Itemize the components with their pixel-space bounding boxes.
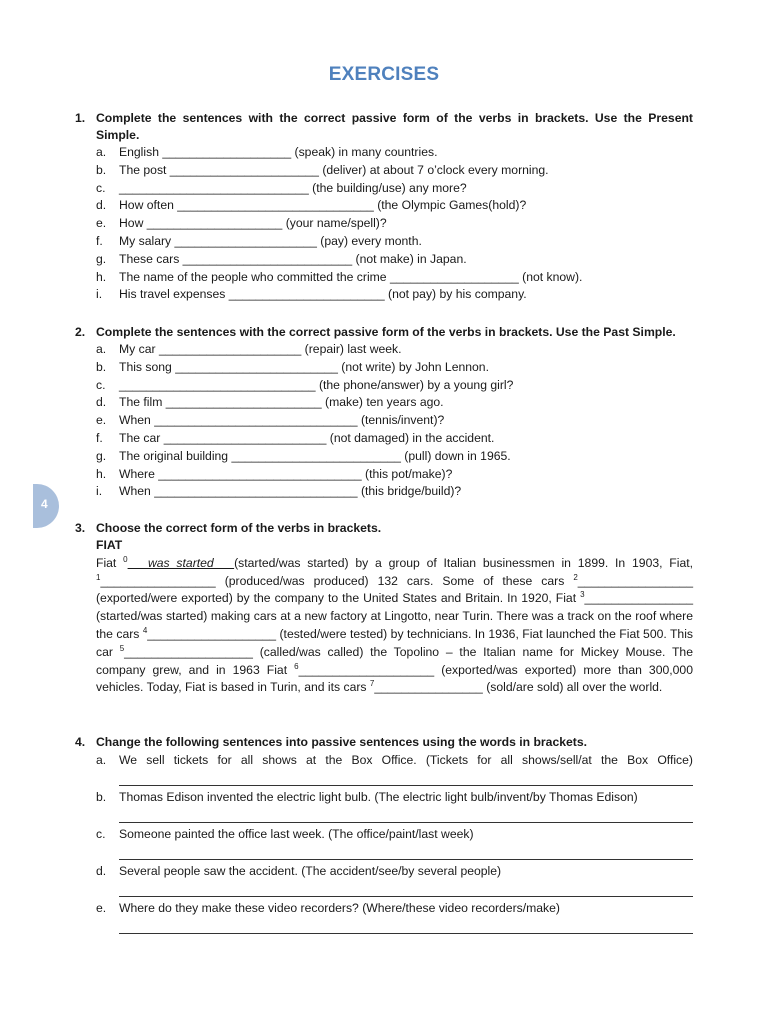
- exercise-2-list: [75, 341, 693, 501]
- sentence: My salary _____________________ (pay) every month.: [119, 233, 422, 248]
- sentence: English ___________________ (speak) in many countries.: [119, 145, 438, 159]
- list-item: g. These cars _________________________ (not make) in Japan.: [75, 251, 693, 269]
- sentence: Someone painted the office last week. (The office/paint/last week): [119, 827, 474, 841]
- list-item: h. Where ______________________________ (this pot/make)?: [75, 466, 693, 484]
- list-item: d. How often _____________________________ (the Olympic Games(hold)?: [75, 197, 693, 215]
- answer-line[interactable]: [119, 843, 693, 860]
- exercise-4-heading: [75, 734, 693, 751]
- exercise-instruction: Choose the correct form of the verbs in brackets.: [96, 521, 382, 535]
- exercise-number: 1.: [75, 111, 86, 125]
- page-number: 4: [41, 497, 48, 511]
- list-item: a. We sell tickets for all shows at the Box Office. (Tickets for all shows/sell/at the Box Office): [75, 751, 693, 786]
- list-item: b. The post ______________________ (deliver) at about 7 o’clock every morning.: [75, 162, 693, 180]
- exercise-number: 4.: [75, 735, 86, 749]
- list-item: c. ____________________________ (the building/use) any more?: [75, 180, 693, 198]
- example-answer: was started: [127, 555, 235, 570]
- sentence: The post ______________________ (deliver) at about 7 o’clock every morning.: [119, 162, 549, 177]
- sentence: Thomas Edison invented the electric light bulb. (The electric light bulb/invent/by Thomas Edison): [119, 790, 638, 804]
- answer-line[interactable]: [119, 769, 693, 786]
- list-item: g. The original building _________________________ (pull) down in 1965.: [75, 448, 693, 466]
- sentence: When ______________________________ (this bridge/build)?: [119, 484, 462, 499]
- sentence: Several people saw the accident. (The accident/see/by several people): [119, 864, 502, 878]
- page-title: EXERCISES: [328, 64, 440, 85]
- sentence: The name of the people who committed the crime ___________________ (not know).: [119, 269, 583, 284]
- exercise-instruction: Complete the sentences with the correct passive form of the verbs in brackets. Use the Present Simple.: [96, 111, 693, 142]
- exercise-3: [75, 520, 693, 697]
- list-item: d. The film _______________________ (make) ten years ago.: [75, 394, 693, 412]
- fiat-passage: Fiat $^0$ was started (started/was started) by a group of Italian businessmen in 1899. In 1903, Fiat, $^1$_________________ (produced/was produced) 132 cars. Some of these cars $^2$_________________ (exported/were exported) by the company to the United States and Britain. In 1920, Fiat $^3$________________ (started/was started) making cars at a new factory at Lingotto, near Turin. There was a track on the roof where the cars $^4$___________________ (tested/were tested) by technicians. In 1936, Fiat launched the Fiat 500. This car $^5$___________________ (called/was called) the Topolino – the Italian name for Mickey Mouse. The company grew, and in 1963 Fiat $^6$____________________ (exported/was exported) more than 300,000 vehicles. Today, Fiat is based in Turin, and its cars $^7$________________ (sold/are sold) all over the world.: [96, 554, 694, 695]
- list-item: e. Where do they make these video recorders? (Where/these video recorders/make): [75, 899, 693, 934]
- sentence: How ____________________ (your name/spell)?: [119, 216, 387, 231]
- list-item: b. Thomas Edison invented the electric light bulb. (The electric light bulb/invent/by Thomas Edison): [75, 788, 693, 823]
- list-item: f. The car ________________________ (not damaged) in the accident.: [75, 430, 693, 448]
- sentence: _____________________________ (the phone/answer) by a young girl?: [119, 377, 514, 392]
- list-item: e. When ______________________________ (tennis/invent)?: [75, 412, 693, 430]
- exercise-number: 3.: [75, 521, 86, 535]
- answer-line[interactable]: [119, 917, 693, 934]
- exercise-2-heading: [75, 324, 693, 341]
- list-item: e. How ____________________ (your name/spell)?: [75, 215, 693, 233]
- exercise-1-list: [75, 144, 693, 304]
- page-number-tab: [33, 484, 59, 528]
- sentence: Where ______________________________ (this pot/make)?: [119, 466, 453, 481]
- sentence: This song ________________________ (not write) by John Lennon.: [119, 359, 489, 374]
- answer-line[interactable]: [119, 806, 693, 823]
- answer-line[interactable]: [119, 880, 693, 897]
- list-item: a. My car _____________________ (repair) last week.: [75, 341, 693, 359]
- list-item: f. My salary _____________________ (pay) every month.: [75, 233, 693, 251]
- exercise-instruction: Complete the sentences with the correct passive form of the verbs in brackets. Use the Past Simple.: [96, 325, 676, 339]
- exercise-1: [75, 110, 693, 304]
- exercise-4-list: [75, 751, 693, 934]
- list-item: c. Someone painted the office last week. (The office/paint/last week): [75, 825, 693, 860]
- exercise-instruction: Change the following sentences into passive sentences using the words in brackets.: [96, 735, 588, 749]
- list-item: i. His travel expenses _______________________ (not pay) by his company.: [75, 286, 693, 304]
- sentence: Where do they make these video recorders? (Where/these video recorders/make): [119, 901, 560, 915]
- exercise-2: [75, 324, 693, 501]
- sentence: My car _____________________ (repair) last week.: [119, 342, 402, 356]
- sentence: These cars _________________________ (not make) in Japan.: [119, 251, 467, 266]
- list-item: i. When ______________________________ (this bridge/build)?: [75, 483, 693, 501]
- list-item: b. This song ________________________ (not write) by John Lennon.: [75, 359, 693, 377]
- sentence: How often _____________________________ (the Olympic Games(hold)?: [119, 198, 527, 213]
- list-item: d. Several people saw the accident. (The accident/see/by several people): [75, 862, 693, 897]
- list-item: c. _____________________________ (the phone/answer) by a young girl?: [75, 377, 693, 395]
- sentence: When ______________________________ (tennis/invent)?: [119, 413, 445, 428]
- exercise-1-heading: [75, 110, 693, 144]
- sentence: We sell tickets for all shows at the Box Office. (Tickets for all shows/sell/at the Box Office): [119, 753, 693, 767]
- passage-title: FIAT: [96, 538, 123, 552]
- sentence: The film _______________________ (make) ten years ago.: [119, 395, 444, 410]
- list-item: a. English ___________________ (speak) in many countries.: [75, 144, 693, 162]
- sentence: His travel expenses _______________________ (not pay) by his company.: [119, 287, 527, 302]
- sentence: The car ________________________ (not damaged) in the accident.: [119, 430, 495, 445]
- list-item: h. The name of the people who committed the crime ___________________ (not know).: [75, 269, 693, 287]
- sentence: ____________________________ (the building/use) any more?: [119, 180, 467, 195]
- sentence: The original building _________________________ (pull) down in 1965.: [119, 448, 511, 463]
- exercise-3-heading: [75, 520, 693, 537]
- exercise-number: 2.: [75, 325, 86, 339]
- exercise-4: [75, 734, 693, 936]
